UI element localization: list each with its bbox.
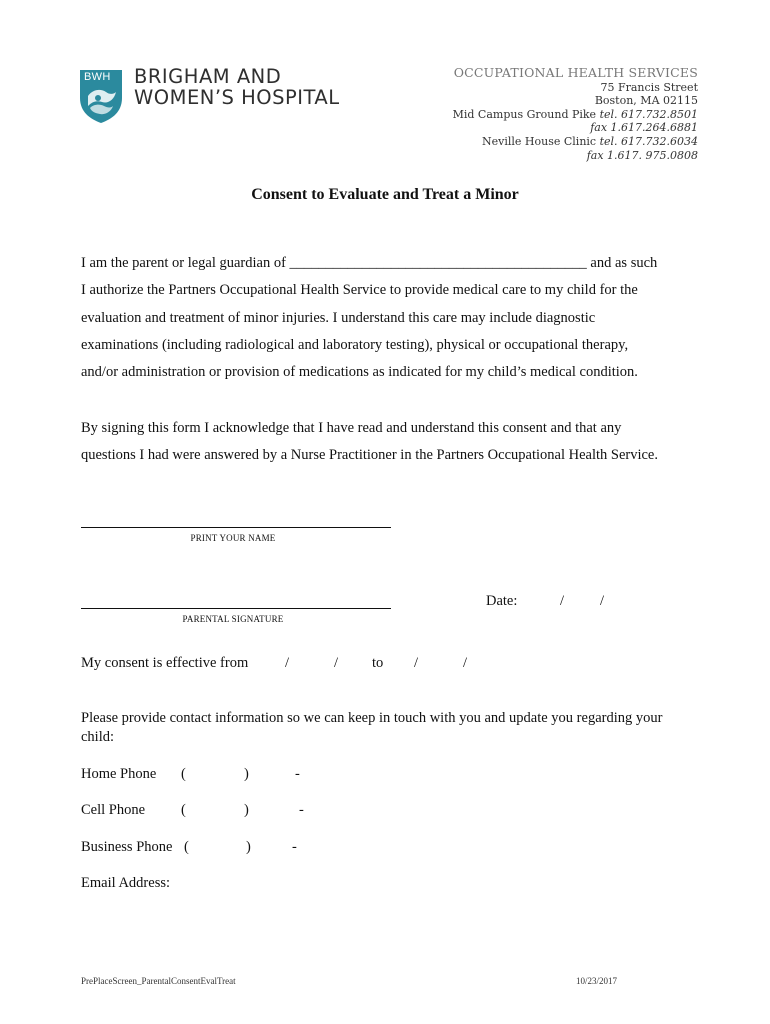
consent-line-2: I authorize the Partners Occupational Health Service to provide medical care to my child for the (81, 282, 638, 299)
hospital-name-line2: WOMEN’S HOSPITAL (134, 86, 340, 109)
business-phone-paren-close: ) (246, 839, 251, 855)
home-phone-dash: - (295, 766, 300, 782)
bwh-badge-text: BWH (84, 71, 111, 83)
hospital-name (134, 66, 340, 108)
mid-campus-line (453, 108, 698, 122)
email-label: Email Address: (81, 875, 171, 891)
footer-document-id: PrePlaceScreen_ParentalConsentEvalTreat (81, 976, 236, 986)
street-address: 75 Francis Street (600, 80, 698, 94)
mid-campus-name: Mid Campus Ground Pike (452, 107, 597, 121)
business-phone-dash: - (292, 839, 297, 855)
consent-line-5: and/or administration or provision of medications as indicated for my child’s medical condition. (81, 364, 638, 381)
date-slash-2: / (600, 593, 605, 609)
address-block (453, 66, 698, 162)
to-slash-2: / (463, 655, 468, 671)
ack-line-1: By signing this form I acknowledge that I have read and understand this consent and that any (81, 420, 622, 436)
home-phone-paren-open: ( (181, 766, 186, 782)
mid-campus-fax: fax 1.617.264.6881 (590, 121, 698, 135)
consent-line-3: evaluation and treatment of minor injuries. I understand this care may include diagnostic (81, 309, 596, 326)
contact-intro-line-1: Please provide contact information so we can keep in touch with you and update you regarding your (81, 710, 663, 726)
mid-campus-tel: tel. 617.732.8501 (599, 107, 698, 121)
acknowledgement-paragraph (81, 415, 701, 470)
ack-line-2: questions I had were answered by a Nurse Practitioner in the Partners Occupational Health Service. (81, 447, 658, 464)
to-label: to (372, 655, 384, 671)
cell-phone-paren-close: ) (244, 802, 249, 818)
city-address: Boston, MA 02115 (594, 94, 698, 108)
org-name: OCCUPATIONAL HEALTH SERVICES (453, 65, 698, 80)
cell-phone-dash: - (299, 802, 304, 818)
to-slash-1: / (414, 655, 419, 671)
date-label: Date: (486, 593, 518, 609)
hospital-name-line1: BRIGHAM AND (134, 65, 282, 88)
from-slash-1: / (285, 655, 290, 671)
date-slash-1: / (560, 593, 565, 609)
home-phone-paren-close: ) (244, 766, 249, 782)
consent-paragraph (81, 250, 701, 386)
contact-intro-line-2: child: (81, 729, 115, 745)
business-phone-label: Business Phone (81, 839, 173, 855)
from-slash-2: / (334, 655, 339, 671)
cell-phone-paren-open: ( (181, 802, 186, 818)
neville-tel: tel. 617.732.6034 (599, 134, 698, 148)
neville-line (453, 135, 698, 149)
neville-fax: fax 1.617. 975.0808 (586, 148, 698, 162)
footer-date: 10/23/2017 (576, 976, 618, 986)
document-title: Consent to Evaluate and Treat a Minor (251, 186, 519, 203)
home-phone-label: Home Phone (81, 766, 157, 782)
consent-line-4: examinations (including radiological and laboratory testing), physical or occupational therapy, (81, 336, 629, 353)
print-name-line[interactable] (81, 527, 391, 528)
business-phone-paren-open: ( (184, 839, 189, 855)
cell-phone-label: Cell Phone (81, 802, 146, 818)
consent-line-1: I am the parent or legal guardian of _________________________________________ and as such (81, 255, 658, 271)
print-name-label: PRINT YOUR NAME (190, 533, 276, 543)
parental-signature-line[interactable] (81, 608, 391, 609)
parental-signature-label: PARENTAL SIGNATURE (182, 614, 284, 624)
bwh-shield-logo (78, 68, 124, 124)
neville-name: Neville House Clinic (482, 134, 597, 148)
consent-effective-label: My consent is effective from (81, 655, 249, 671)
